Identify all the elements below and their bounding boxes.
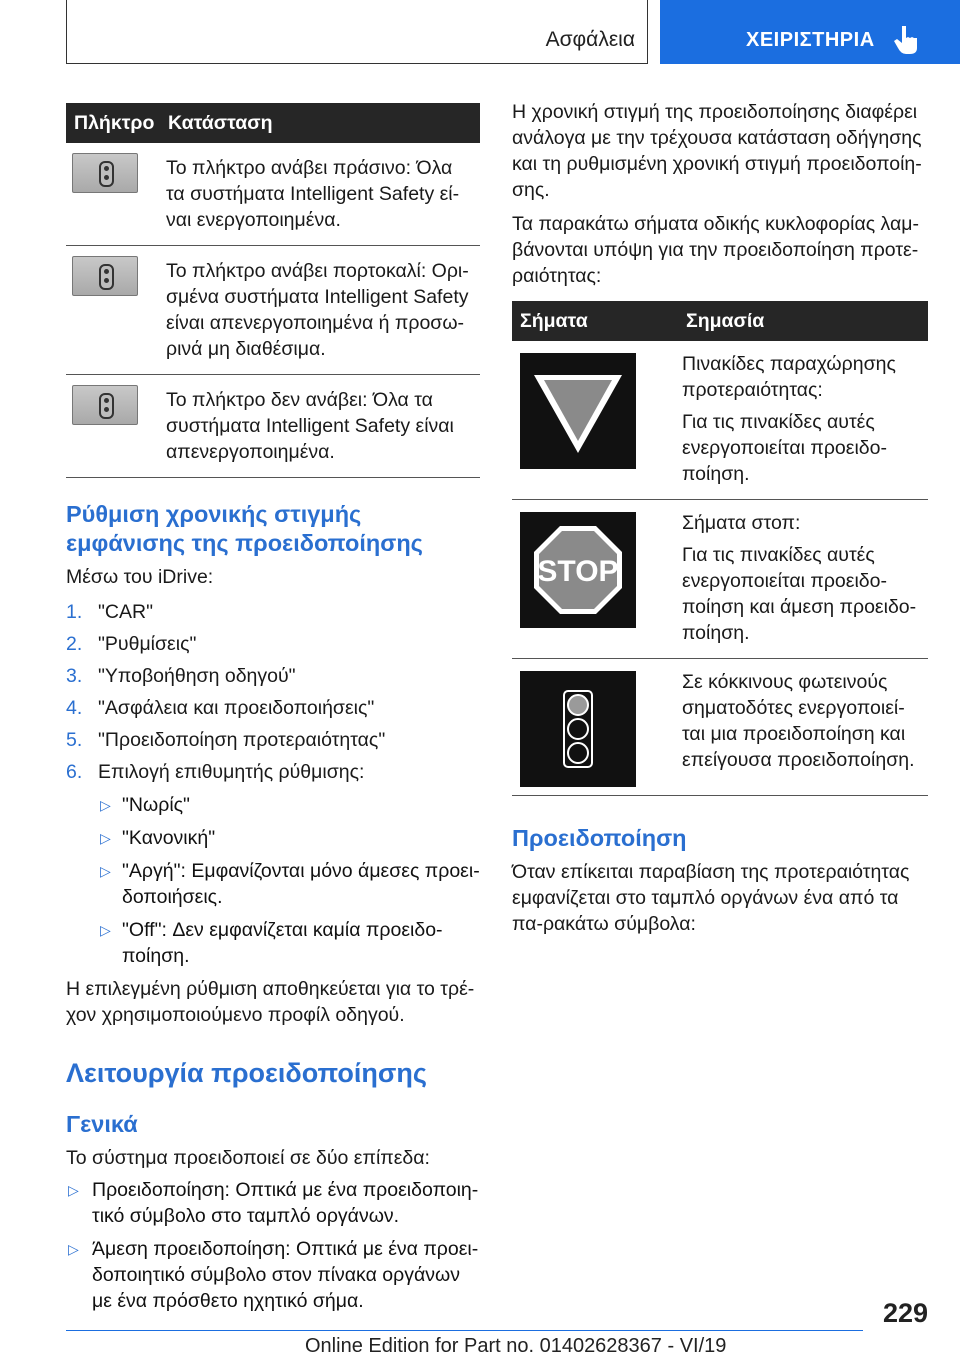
table-cell: Πινακίδες παραχώρησης προτεραιότητας: [682,353,896,401]
steps-list [66,596,480,788]
section-heading: Ρύθμιση χρονικής στιγμής εμφάνισης της προειδοποίησης [66,501,423,556]
triangle-bullet-icon: ▷ [100,830,111,846]
triangle-bullet-icon: ▷ [68,1241,79,1257]
table-cell: Για τις πινακίδες αυτές ενεργοποιείται προειδο-ποίηση και άμεση προειδο-ποίηση. [682,544,917,644]
table-cell: Σε κόκκινους φωτεινούς σηματοδότες ενεργοποιεί-ται μια προειδοποίηση και επείγουσα προειδοποίηση. [682,671,915,771]
intro-text: Μέσω του iDrive: [66,566,214,588]
list-item: 2. "Ρυθμίσεις" [66,633,197,655]
svg-text:STOP: STOP [537,555,619,588]
table-header: Πλήκτρο [66,103,160,143]
paragraph: Η χρονική στιγμή της προειδοποίησης διαφέρει ανάλογα με την τρέχουσα κατάσταση οδήγησης και τη ρυθμισμένη χρονική στιγμή προειδοποίη-σης. [512,101,922,201]
intelligent-safety-button-icon [72,256,138,296]
table-header: Σήματα [512,301,678,341]
chapter-tab-label: ΧΕΙΡΙΣΤΗΡΙΑ [746,29,875,51]
triangle-bullet-icon: ▷ [100,797,111,813]
list-item: ▷ "Off": Δεν εμφανίζεται καμία προειδο-ποίηση. [100,919,443,967]
footer-divider [66,1330,863,1331]
button-status-table [66,103,480,478]
section-heading: Λειτουργία προειδοποίησης [66,1058,427,1088]
footer-edition: Online Edition for Part no. 01402628367 - VI/19 [305,1335,727,1357]
table-row [512,500,928,659]
list-item: 4. "Ασφάλεια και προειδοποιήσεις" [66,697,375,719]
list-item: ▷ Προειδοποίηση: Οπτικά με ένα προειδοποιη-τικό σύμβολο στο ταμπλό οργάνων. [68,1179,479,1227]
subsection-heading: Γενικά [66,1111,138,1137]
table-cell: Σήματα στοπ: [682,512,801,534]
table-row [66,375,480,478]
intro-text: Το σύστημα προειδοποιεί σε δύο επίπεδα: [66,1147,430,1169]
options-list [66,792,480,969]
page-number: 229 [882,1298,928,1328]
table-row [512,659,928,796]
section-title: Ασφάλεια [545,28,635,51]
list-item: 1. "CAR" [66,601,154,623]
list-item: 5. "Προειδοποίηση προτεραιότητας" [66,729,386,751]
list-item: ▷ "Αργή": Εμφανίζονται μόνο άμεσες προει-δοποιήσεις. [100,860,480,908]
list-item: 6. Επιλογή επιθυμητής ρύθμισης: [66,761,365,783]
paragraph: Τα παρακάτω σήματα οδικής κυκλοφορίας λαμ-βάνονται υπόψη για την προειδοποίηση προτε-ραιότητας: [512,213,920,287]
list-item: 3. "Υποβοήθηση οδηγού" [66,665,296,687]
table-cell: Το πλήκτρο ανάβει πράσινο: Όλα τα συστήματα Intelligent Safety εί-ναι ενεργοποιημένα. [160,143,480,246]
list-item: ▷ "Κανονική" [100,827,216,849]
yield-sign-icon [520,353,636,469]
levels-list [66,1177,480,1314]
table-cell: Για τις πινακίδες αυτές ενεργοποιείται προειδο-ποίηση. [682,411,887,485]
intelligent-safety-button-icon [72,385,138,425]
note-text: Η επιλεγμένη ρύθμιση αποθηκεύεται για το τρέ-χον χρησιμοποιούμενο προφίλ οδηγού. [66,978,475,1026]
hand-pointer-icon [893,24,921,56]
running-header [66,0,648,64]
table-row [66,143,480,246]
right-column [512,93,928,937]
list-item: ▷ Άμεση προειδοποίηση: Οπτικά με ένα προει-δοποιητικό σύμβολο στον πίνακα οργάνων με ένα πρόσθετο ηχητικό σήμα. [68,1238,479,1312]
section-heading: Προειδοποίηση [512,825,687,851]
stop-sign-icon [520,512,636,628]
signs-table [512,301,928,796]
traffic-light-icon [520,671,636,787]
left-column [66,103,480,1321]
table-row [512,341,928,500]
table-header: Σημασία [678,301,928,341]
table-row [66,246,480,375]
paragraph: Όταν επίκειται παραβίαση της προτεραιότητας εμφανίζεται στο ταμπλό οργάνων ένα από τα πα-ρακάτω σύμβολα: [512,861,910,935]
triangle-bullet-icon: ▷ [100,922,111,938]
table-header: Κατάσταση [160,103,480,143]
table-cell: Το πλήκτρο ανάβει πορτοκαλί: Ορι-σμένα συστήματα Intelligent Safety είναι απενεργοποιημένα ή προσω-ρινά μη διαθέσιμα. [160,246,480,375]
triangle-bullet-icon: ▷ [68,1182,79,1198]
triangle-bullet-icon: ▷ [100,863,111,879]
intelligent-safety-button-icon [72,153,138,193]
table-cell: Το πλήκτρο δεν ανάβει: Όλα τα συστήματα Intelligent Safety είναι απενεργοποιημένα. [160,375,480,478]
list-item: ▷ "Νωρίς" [100,794,190,816]
